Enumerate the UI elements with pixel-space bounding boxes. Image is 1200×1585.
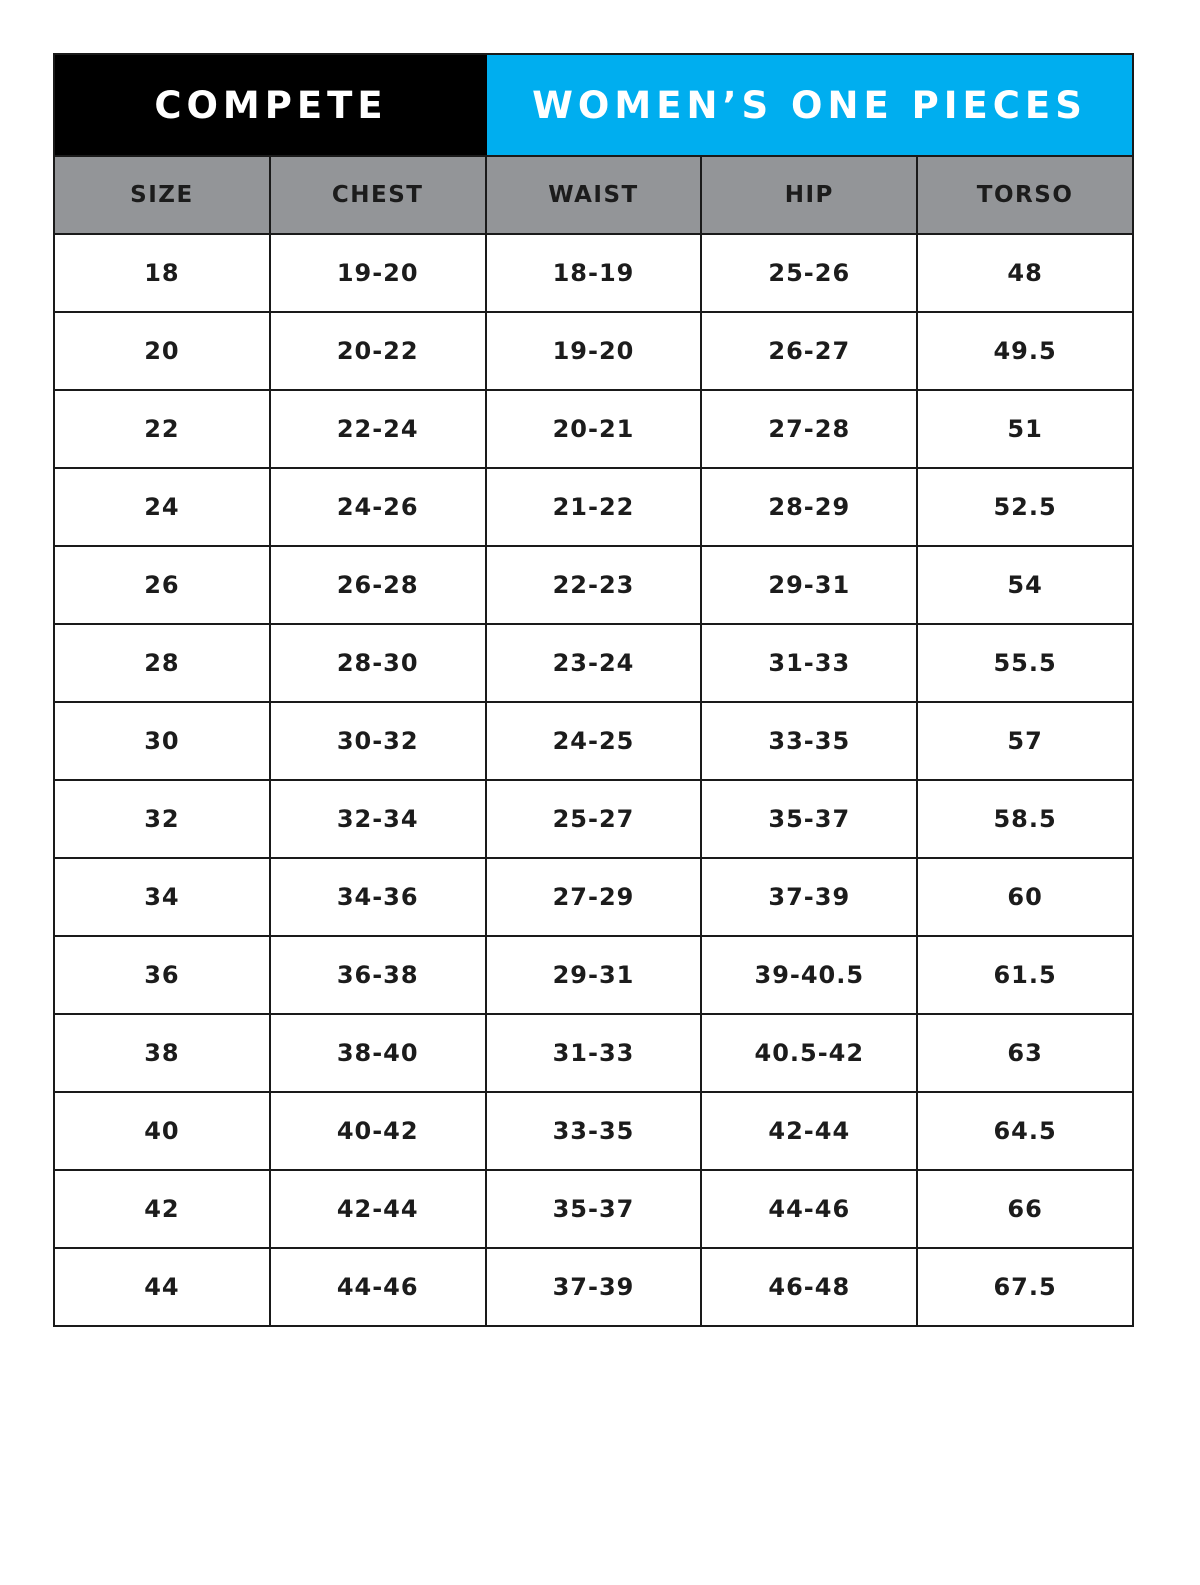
cell-waist: 29-31 bbox=[486, 936, 702, 1014]
cell-hip: 27-28 bbox=[701, 390, 917, 468]
cell-chest: 20-22 bbox=[270, 312, 486, 390]
cell-torso: 55.5 bbox=[917, 624, 1133, 702]
cell-size: 20 bbox=[54, 312, 270, 390]
cell-hip: 39-40.5 bbox=[701, 936, 917, 1014]
cell-waist: 33-35 bbox=[486, 1092, 702, 1170]
cell-size: 34 bbox=[54, 858, 270, 936]
cell-torso: 66 bbox=[917, 1170, 1133, 1248]
table-row bbox=[54, 312, 1133, 390]
cell-hip: 44-46 bbox=[701, 1170, 917, 1248]
cell-waist: 37-39 bbox=[486, 1248, 702, 1326]
cell-hip: 26-27 bbox=[701, 312, 917, 390]
cell-waist: 23-24 bbox=[486, 624, 702, 702]
cell-torso: 63 bbox=[917, 1014, 1133, 1092]
cell-chest: 40-42 bbox=[270, 1092, 486, 1170]
cell-torso: 57 bbox=[917, 702, 1133, 780]
chart-banner bbox=[53, 53, 1134, 155]
cell-size: 42 bbox=[54, 1170, 270, 1248]
cell-size: 22 bbox=[54, 390, 270, 468]
cell-waist: 27-29 bbox=[486, 858, 702, 936]
cell-waist: 22-23 bbox=[486, 546, 702, 624]
cell-torso: 54 bbox=[917, 546, 1133, 624]
cell-torso: 61.5 bbox=[917, 936, 1133, 1014]
cell-torso: 64.5 bbox=[917, 1092, 1133, 1170]
cell-size: 24 bbox=[54, 468, 270, 546]
cell-hip: 25-26 bbox=[701, 234, 917, 312]
cell-size: 32 bbox=[54, 780, 270, 858]
cell-chest: 19-20 bbox=[270, 234, 486, 312]
cell-waist: 20-21 bbox=[486, 390, 702, 468]
cell-chest: 38-40 bbox=[270, 1014, 486, 1092]
cell-torso: 58.5 bbox=[917, 780, 1133, 858]
cell-waist: 24-25 bbox=[486, 702, 702, 780]
cell-size: 30 bbox=[54, 702, 270, 780]
cell-size: 40 bbox=[54, 1092, 270, 1170]
cell-size: 44 bbox=[54, 1248, 270, 1326]
table-row bbox=[54, 390, 1133, 468]
column-header-torso: TORSO bbox=[917, 156, 1133, 234]
table-row bbox=[54, 1170, 1133, 1248]
table-row bbox=[54, 468, 1133, 546]
cell-hip: 31-33 bbox=[701, 624, 917, 702]
table-row bbox=[54, 780, 1133, 858]
table-row bbox=[54, 858, 1133, 936]
cell-hip: 46-48 bbox=[701, 1248, 917, 1326]
cell-chest: 34-36 bbox=[270, 858, 486, 936]
cell-torso: 48 bbox=[917, 234, 1133, 312]
table-row bbox=[54, 546, 1133, 624]
product-category-label: WOMEN’S ONE PIECES bbox=[487, 55, 1132, 155]
size-chart bbox=[53, 53, 1134, 1327]
cell-chest: 26-28 bbox=[270, 546, 486, 624]
cell-chest: 42-44 bbox=[270, 1170, 486, 1248]
cell-size: 18 bbox=[54, 234, 270, 312]
table-row bbox=[54, 1014, 1133, 1092]
cell-waist: 35-37 bbox=[486, 1170, 702, 1248]
column-header-chest: CHEST bbox=[270, 156, 486, 234]
cell-hip: 29-31 bbox=[701, 546, 917, 624]
cell-size: 28 bbox=[54, 624, 270, 702]
table-row bbox=[54, 936, 1133, 1014]
cell-torso: 67.5 bbox=[917, 1248, 1133, 1326]
brand-line-label: COMPETE bbox=[55, 55, 487, 155]
cell-hip: 33-35 bbox=[701, 702, 917, 780]
cell-chest: 36-38 bbox=[270, 936, 486, 1014]
cell-size: 36 bbox=[54, 936, 270, 1014]
table-row bbox=[54, 1092, 1133, 1170]
cell-torso: 60 bbox=[917, 858, 1133, 936]
cell-size: 26 bbox=[54, 546, 270, 624]
table-header-row bbox=[54, 156, 1133, 234]
cell-torso: 52.5 bbox=[917, 468, 1133, 546]
cell-waist: 19-20 bbox=[486, 312, 702, 390]
cell-chest: 44-46 bbox=[270, 1248, 486, 1326]
cell-waist: 18-19 bbox=[486, 234, 702, 312]
cell-hip: 35-37 bbox=[701, 780, 917, 858]
cell-hip: 37-39 bbox=[701, 858, 917, 936]
cell-waist: 25-27 bbox=[486, 780, 702, 858]
cell-chest: 32-34 bbox=[270, 780, 486, 858]
cell-torso: 51 bbox=[917, 390, 1133, 468]
table-row bbox=[54, 1248, 1133, 1326]
cell-waist: 31-33 bbox=[486, 1014, 702, 1092]
table-row bbox=[54, 234, 1133, 312]
table-row bbox=[54, 624, 1133, 702]
cell-size: 38 bbox=[54, 1014, 270, 1092]
table-body bbox=[54, 234, 1133, 1326]
cell-hip: 28-29 bbox=[701, 468, 917, 546]
cell-chest: 24-26 bbox=[270, 468, 486, 546]
column-header-waist: WAIST bbox=[486, 156, 702, 234]
cell-chest: 30-32 bbox=[270, 702, 486, 780]
cell-hip: 40.5-42 bbox=[701, 1014, 917, 1092]
cell-chest: 22-24 bbox=[270, 390, 486, 468]
cell-hip: 42-44 bbox=[701, 1092, 917, 1170]
column-header-size: SIZE bbox=[54, 156, 270, 234]
table-row bbox=[54, 702, 1133, 780]
size-table bbox=[53, 155, 1134, 1327]
cell-torso: 49.5 bbox=[917, 312, 1133, 390]
column-header-hip: HIP bbox=[701, 156, 917, 234]
cell-waist: 21-22 bbox=[486, 468, 702, 546]
cell-chest: 28-30 bbox=[270, 624, 486, 702]
